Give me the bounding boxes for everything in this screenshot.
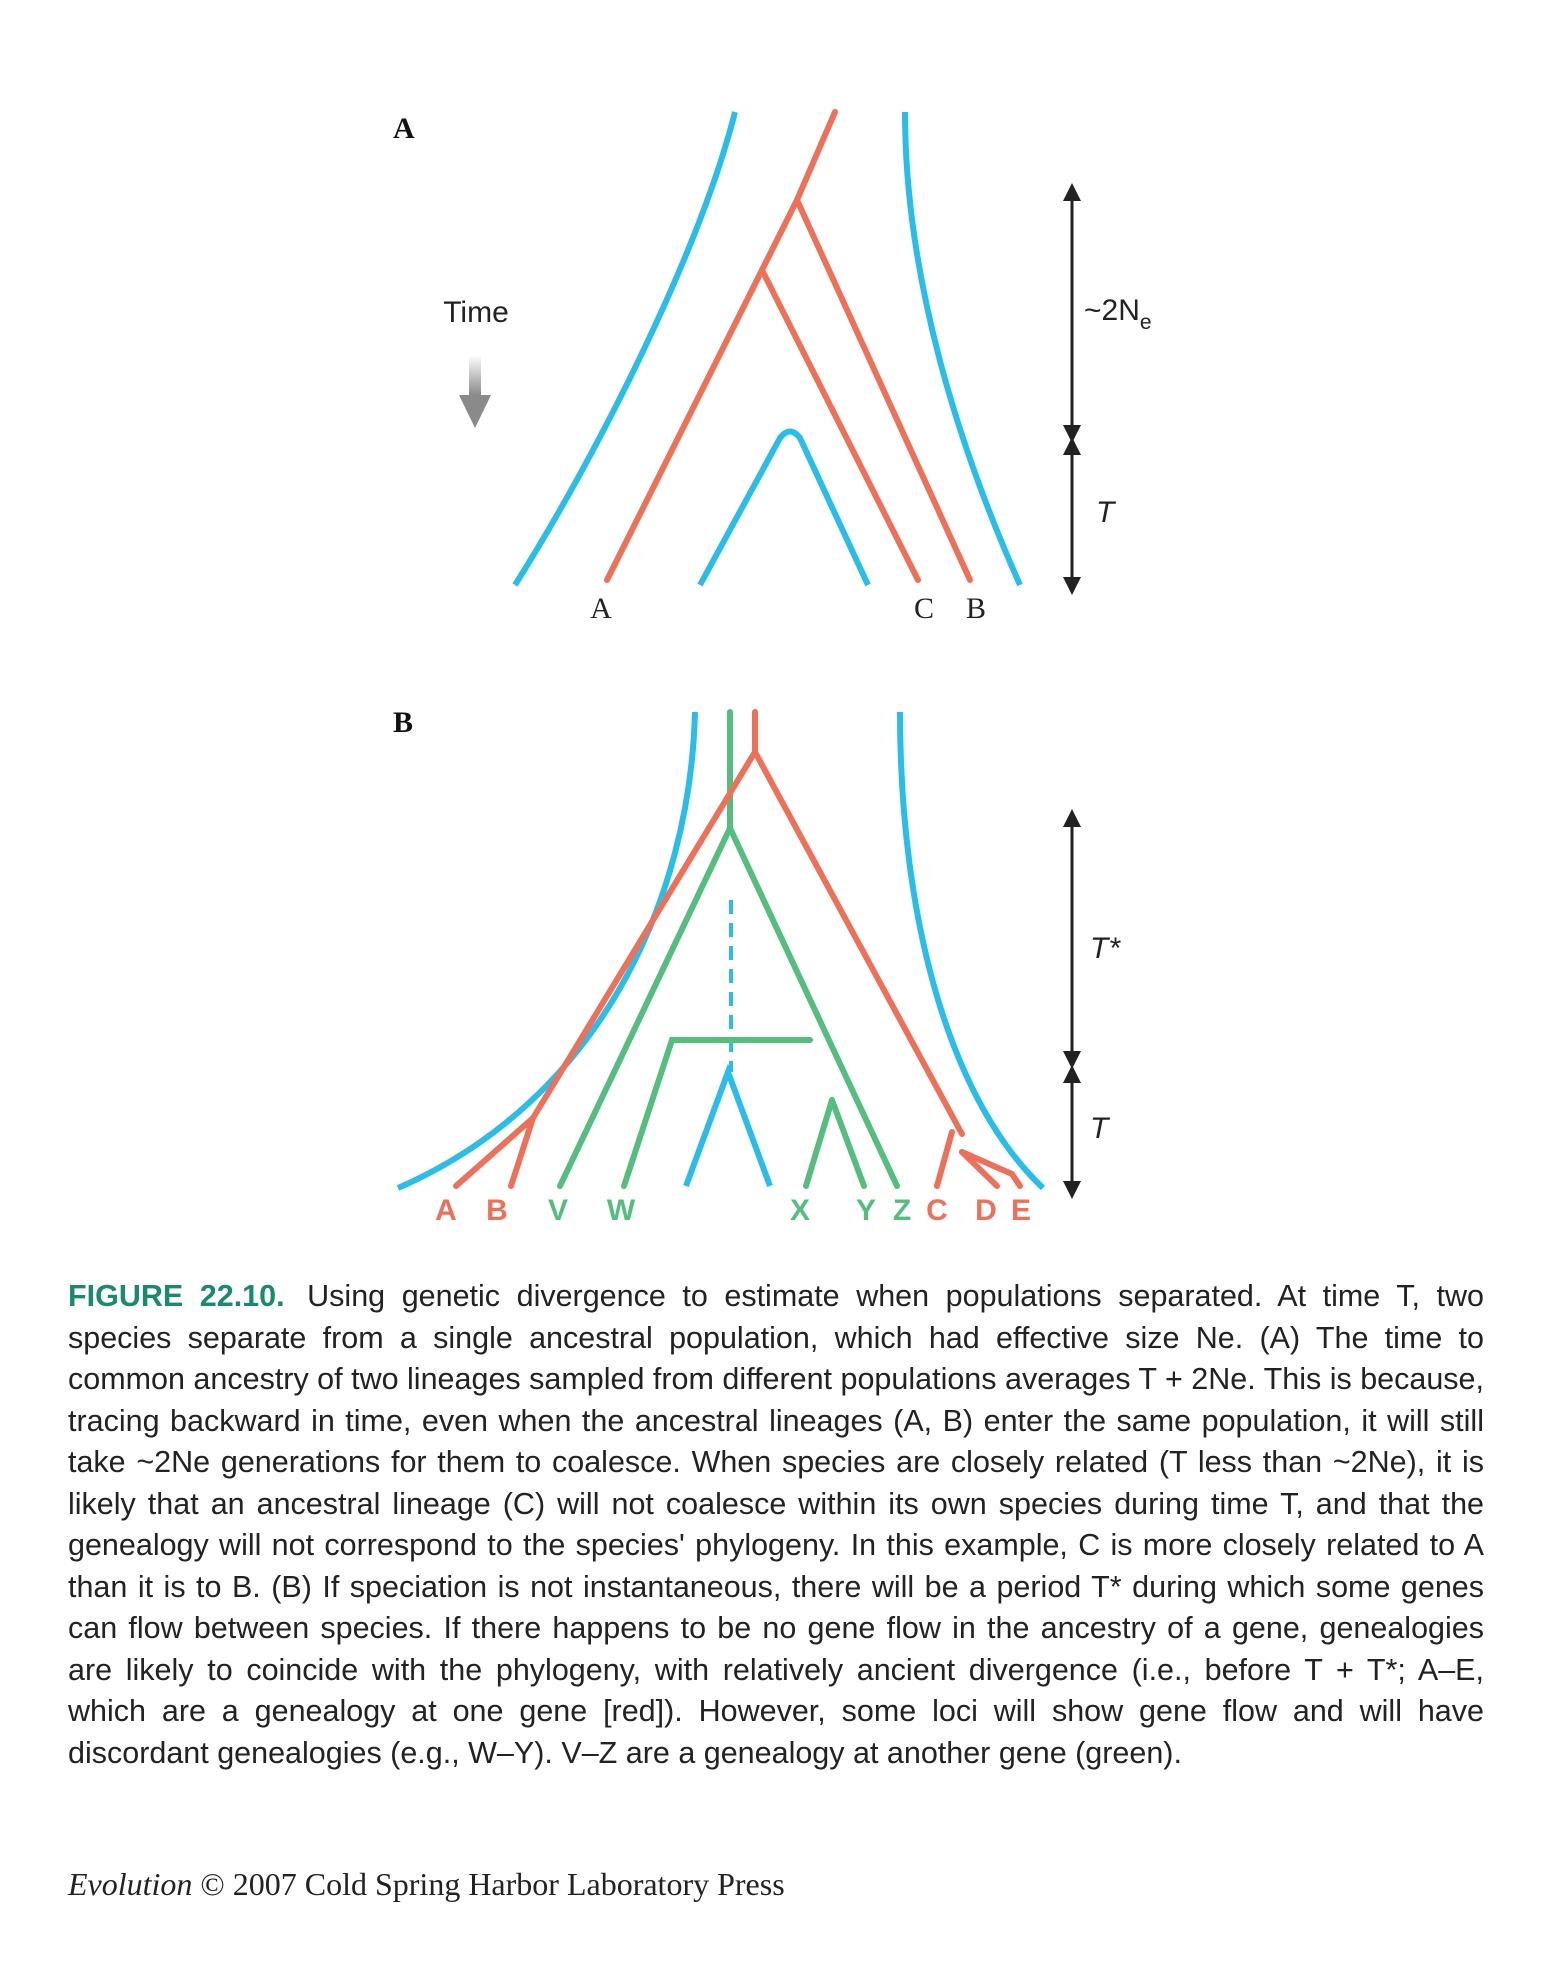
panel-a-leaf-a: A xyxy=(590,592,612,625)
panel-b-red-genealogy xyxy=(456,712,1020,1186)
time-arrow-head-icon xyxy=(459,395,491,428)
panel-a-leaf-c: C xyxy=(913,592,935,625)
panel-a-inner-blue-tree xyxy=(700,432,868,586)
panel-b-label: B xyxy=(393,706,414,739)
panel-a-lower-interval-label: T xyxy=(1096,496,1115,529)
figure-caption xyxy=(68,1276,1484,1774)
credit-rest: © 2007 Cold Spring Harbor Laboratory Press xyxy=(200,1866,785,1902)
panel-b-leaf-d: D xyxy=(975,1194,997,1227)
panel-b-leaf-v: V xyxy=(547,1194,569,1227)
figure-number: FIGURE 22.10. xyxy=(68,1279,285,1313)
panel-b-leaf-a: A xyxy=(435,1194,457,1227)
panel-b-leaf-x: X xyxy=(789,1194,811,1227)
panel-b-lower-interval-label: T xyxy=(1090,1112,1109,1145)
panel-b-leaf-e: E xyxy=(1010,1194,1032,1227)
panel-b-right-boundary xyxy=(900,712,1043,1188)
caption-text: Using genetic divergence to estimate when populations separated. At time T, two species separate from a single ancestral population, which had effective size Ne. (A) The time to common ancestry of two lineages sampled from different populations averages T + 2Ne. This is because, tracing backward in time, even when the ancestral lineages (A, B) enter the same population, it will still take ~2Ne generations for them to coalesce. When species are closely related (T less than ~2Ne), it is likely that an ancestral lineage (C) will not coalesce within its own species during time T, and that the genealogy will not correspond to the species' phylogeny. In this example, C is more closely related to A than it is to B. (B) If speciation is not instantaneous, there will be a period T* during which some genes can flow between species. If there happens to be no gene flow in the ancestry of a gene, genealogies are likely to coincide with the phylogeny, with relatively ancient divergence (i.e., before T + T*; A–E, which are a genealogy at one gene [red]). However, some loci will show gene flow and will have discordant genealogies (e.g., W–Y). V–Z are a genealogy at another gene (green). xyxy=(68,1279,1484,1770)
panel-a-left-boundary xyxy=(515,112,735,585)
panel-b-leaf-y: Y xyxy=(855,1194,877,1227)
panel-a-label: A xyxy=(393,112,415,145)
panel-b-leaf-b: B xyxy=(486,1194,508,1227)
panel-a-right-boundary xyxy=(905,112,1020,585)
panel-b-green-genealogy xyxy=(560,712,897,1186)
panel-a-diagram xyxy=(443,112,1151,625)
time-label: Time xyxy=(443,296,509,329)
panel-a-leaf-b: B xyxy=(965,592,987,625)
panel-b-leaf-w: W xyxy=(606,1194,636,1227)
panel-a-upper-interval-label: $\sim 2N_e$ xyxy=(1084,294,1152,334)
credit-title: Evolution xyxy=(68,1866,193,1902)
panel-a-red-genealogy xyxy=(607,112,970,580)
panel-b-leaf-z: Z xyxy=(892,1194,912,1227)
time-arrow-shaft xyxy=(469,355,481,395)
copyright-credit xyxy=(68,1866,785,1903)
panel-b-inner-blue-tree xyxy=(686,1072,770,1186)
panel-b-leaf-c: C xyxy=(926,1194,948,1227)
panel-b-left-boundary xyxy=(398,712,695,1188)
panel-b-upper-interval-label: T* xyxy=(1090,932,1120,965)
panel-b-diagram xyxy=(398,712,1121,1227)
